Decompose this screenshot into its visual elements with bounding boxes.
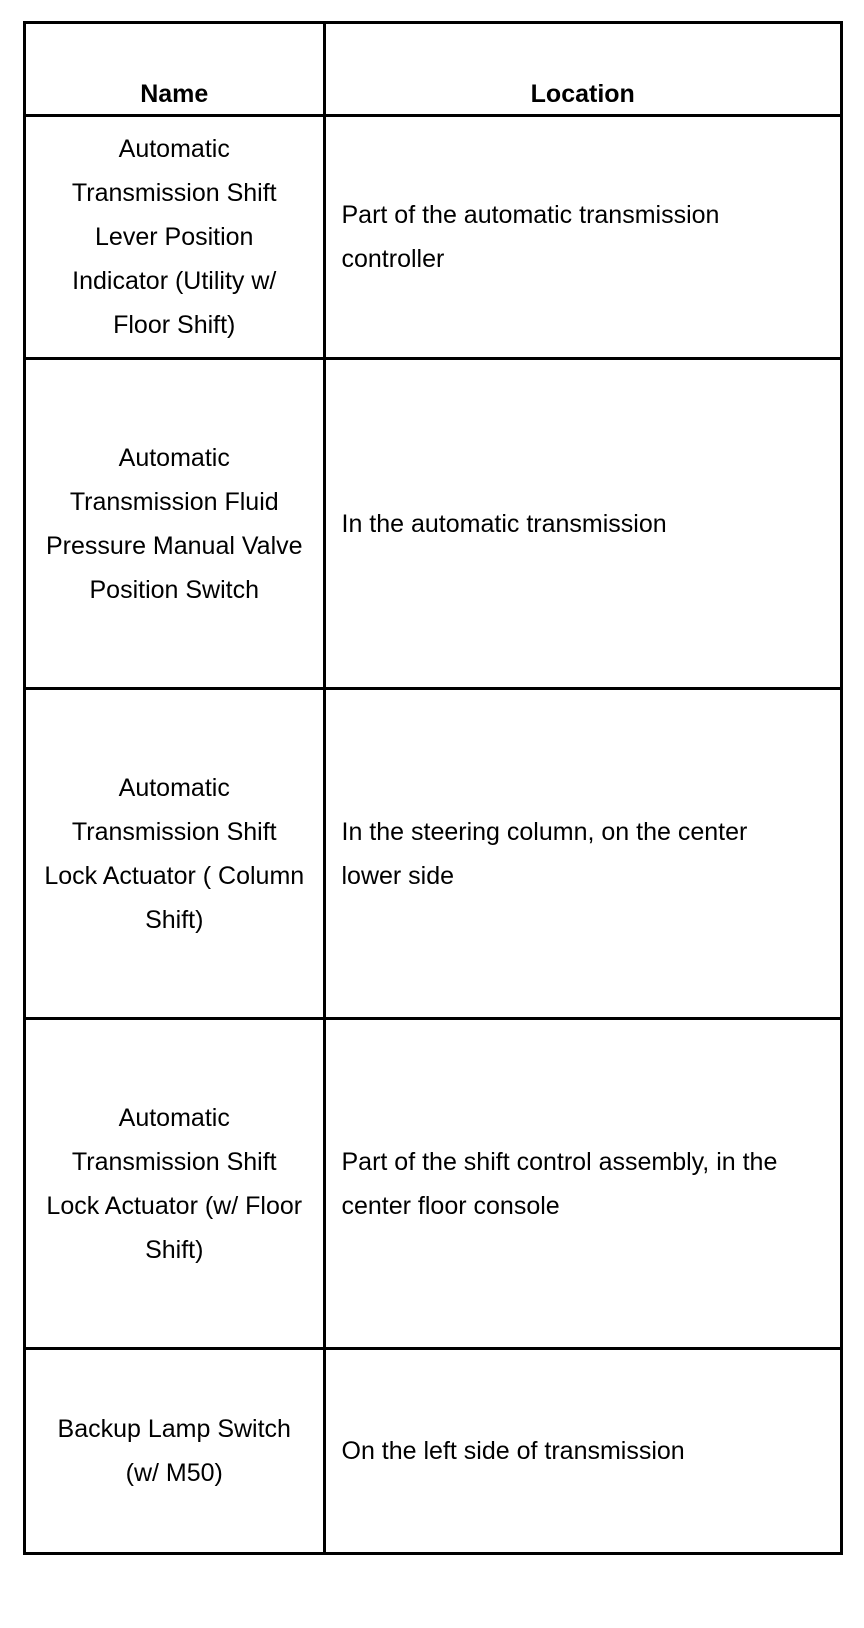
column-header-location: Location — [324, 24, 840, 116]
table — [26, 24, 840, 1552]
table-row — [26, 689, 840, 1019]
component-location: Part of the shift control assembly, in the center floor console — [324, 1019, 840, 1349]
component-name: Automatic Transmission Shift Lock Actuator (w/ Floor Shift) — [26, 1019, 324, 1349]
header-row — [26, 24, 840, 116]
component-location: In the steering column, on the center lower side — [324, 689, 840, 1019]
table-row — [26, 1019, 840, 1349]
component-location: On the left side of transmission — [324, 1349, 840, 1553]
component-name: Automatic Transmission Shift Lock Actuator ( Column Shift) — [26, 689, 324, 1019]
component-location: In the automatic transmission — [324, 359, 840, 689]
component-name: Backup Lamp Switch (w/ M50) — [26, 1349, 324, 1553]
component-location: Part of the automatic transmission controller — [324, 116, 840, 359]
component-name: Automatic Transmission Shift Lever Position Indicator (Utility w/ Floor Shift) — [26, 116, 324, 359]
column-header-name: Name — [26, 24, 324, 116]
component-name: Automatic Transmission Fluid Pressure Manual Valve Position Switch — [26, 359, 324, 689]
table-row — [26, 116, 840, 359]
table-row — [26, 359, 840, 689]
component-location-table — [23, 21, 843, 1555]
table-row — [26, 1349, 840, 1553]
